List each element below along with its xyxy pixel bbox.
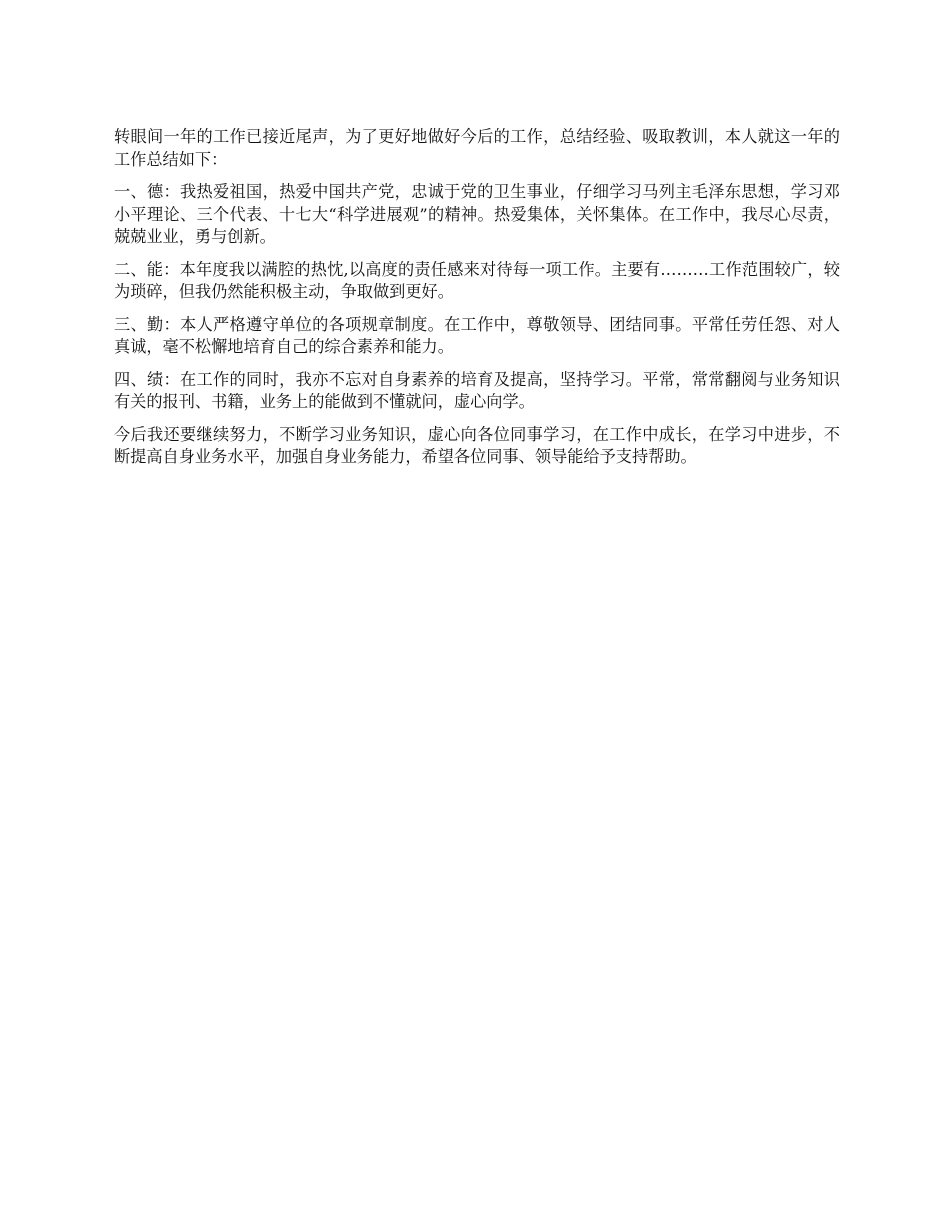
paragraph-diligence: 三、勤：本人严格遵守单位的各项规章制度。在工作中，尊敬领导、团结同事。平常任劳任怨、对人真诚，毫不松懈地培育自己的综合素养和能力。 <box>114 314 840 356</box>
paragraph-ability: 二、能：本年度我以满腔的热忱,以高度的责任感来对待每一项工作。主要有………工作范围较广，较为琐碎，但我仍然能积极主动，争取做到更好。 <box>114 259 840 301</box>
paragraph-intro: 转眼间一年的工作已接近尾声，为了更好地做好今后的工作，总结经验、吸取教训，本人就这一年的工作总结如下： <box>114 127 840 169</box>
paragraph-virtue: 一、德：我热爱祖国，热爱中国共产党，忠诚于党的卫生事业，仔细学习马列主毛泽东思想，学习邓小平理论、三个代表、十七大“科学进展观”的精神。热爱集体，关怀集体。在工作中，我尽心尽责，兢兢业业，勇与创新。 <box>114 182 840 246</box>
paragraph-achievement: 四、绩：在工作的同时，我亦不忘对自身素养的培育及提高，坚持学习。平常，常常翻阅与业务知识有关的报刊、书籍，业务上的能做到不懂就问，虚心向学。 <box>114 369 840 411</box>
paragraph-outlook: 今后我还要继续努力，不断学习业务知识，虚心向各位同事学习，在工作中成长，在学习中进步，不断提高自身业务水平，加强自身业务能力，希望各位同事、领导能给予支持帮助。 <box>114 424 840 466</box>
document-body <box>114 126 840 479</box>
